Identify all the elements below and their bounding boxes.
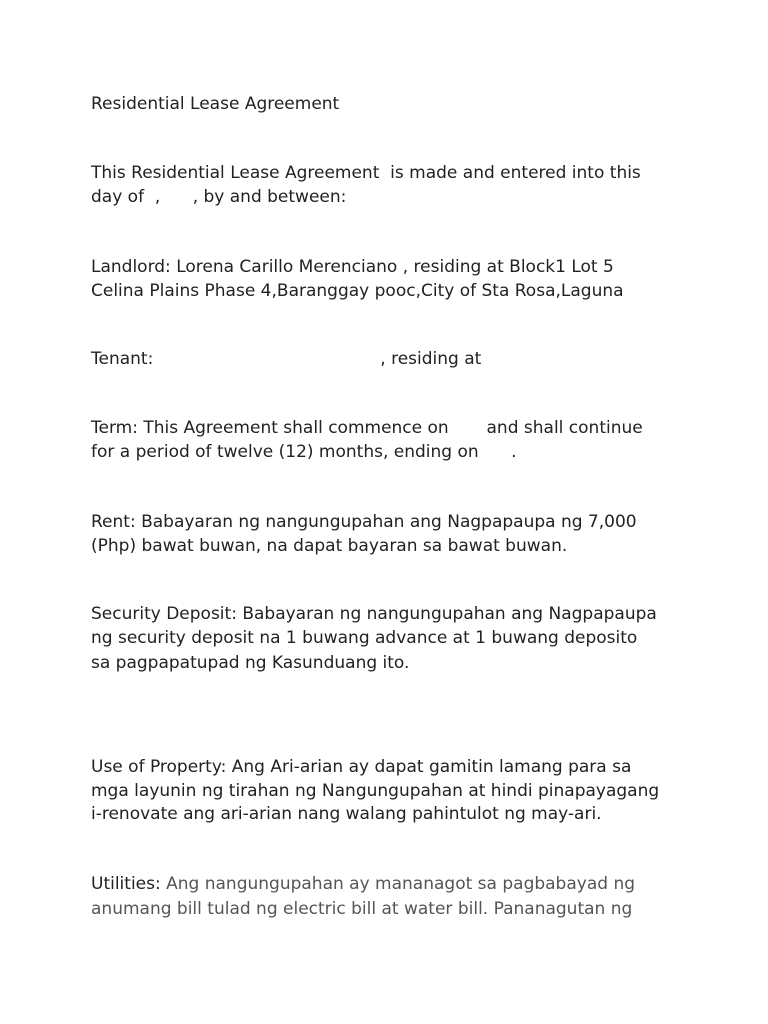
use-of-property-line-3: i-renovate ang ari-arian nang walang pahintulot ng may-ari.: [91, 804, 602, 824]
utilities-line-2: anumang bill tulad ng electric bill at water bill. Pananagutan ng: [91, 899, 633, 919]
rent-line-1: Rent: Babayaran ng nangungupahan ang Nagpapaupa ng 7,000: [91, 512, 637, 532]
utilities-line-1: [91, 872, 635, 896]
tenant-line: Tenant: , residing at: [91, 349, 482, 369]
security-deposit-line-3: sa pagpapatupad ng Kasunduang ito.: [91, 653, 410, 673]
landlord-line-1: Landlord: Lorena Carillo Merenciano , residing at Block1 Lot 5: [91, 257, 614, 277]
utilities-text: Ang nangungupahan ay mananagot sa pagbabayad ng: [160, 874, 636, 894]
security-deposit-line-1: Security Deposit: Babayaran ng nangungupahan ang Nagpapaupa: [91, 604, 657, 624]
use-of-property-line-2: mga layunin ng tirahan ng Nangungupahan at hindi pinapayagang: [91, 781, 660, 801]
term-line-2: for a period of twelve (12) months, ending on .: [91, 442, 517, 462]
utilities-label: Utilities:: [91, 874, 161, 894]
document-title: Residential Lease Agreement: [91, 94, 340, 114]
rent-line-2: (Php) bawat buwan, na dapat bayaran sa bawat buwan.: [91, 536, 568, 556]
intro-line-1: This Residential Lease Agreement is made and entered into this: [91, 163, 641, 183]
term-line-1: Term: This Agreement shall commence on and shall continue: [91, 418, 643, 438]
landlord-line-2: Celina Plains Phase 4,Baranggay pooc,City of Sta Rosa,Laguna: [91, 281, 624, 301]
intro-line-2: day of , , by and between:: [91, 187, 347, 207]
use-of-property-line-1: Use of Property: Ang Ari-arian ay dapat gamitin lamang para sa: [91, 757, 632, 777]
security-deposit-line-2: ng security deposit na 1 buwang advance at 1 buwang deposito: [91, 628, 638, 648]
